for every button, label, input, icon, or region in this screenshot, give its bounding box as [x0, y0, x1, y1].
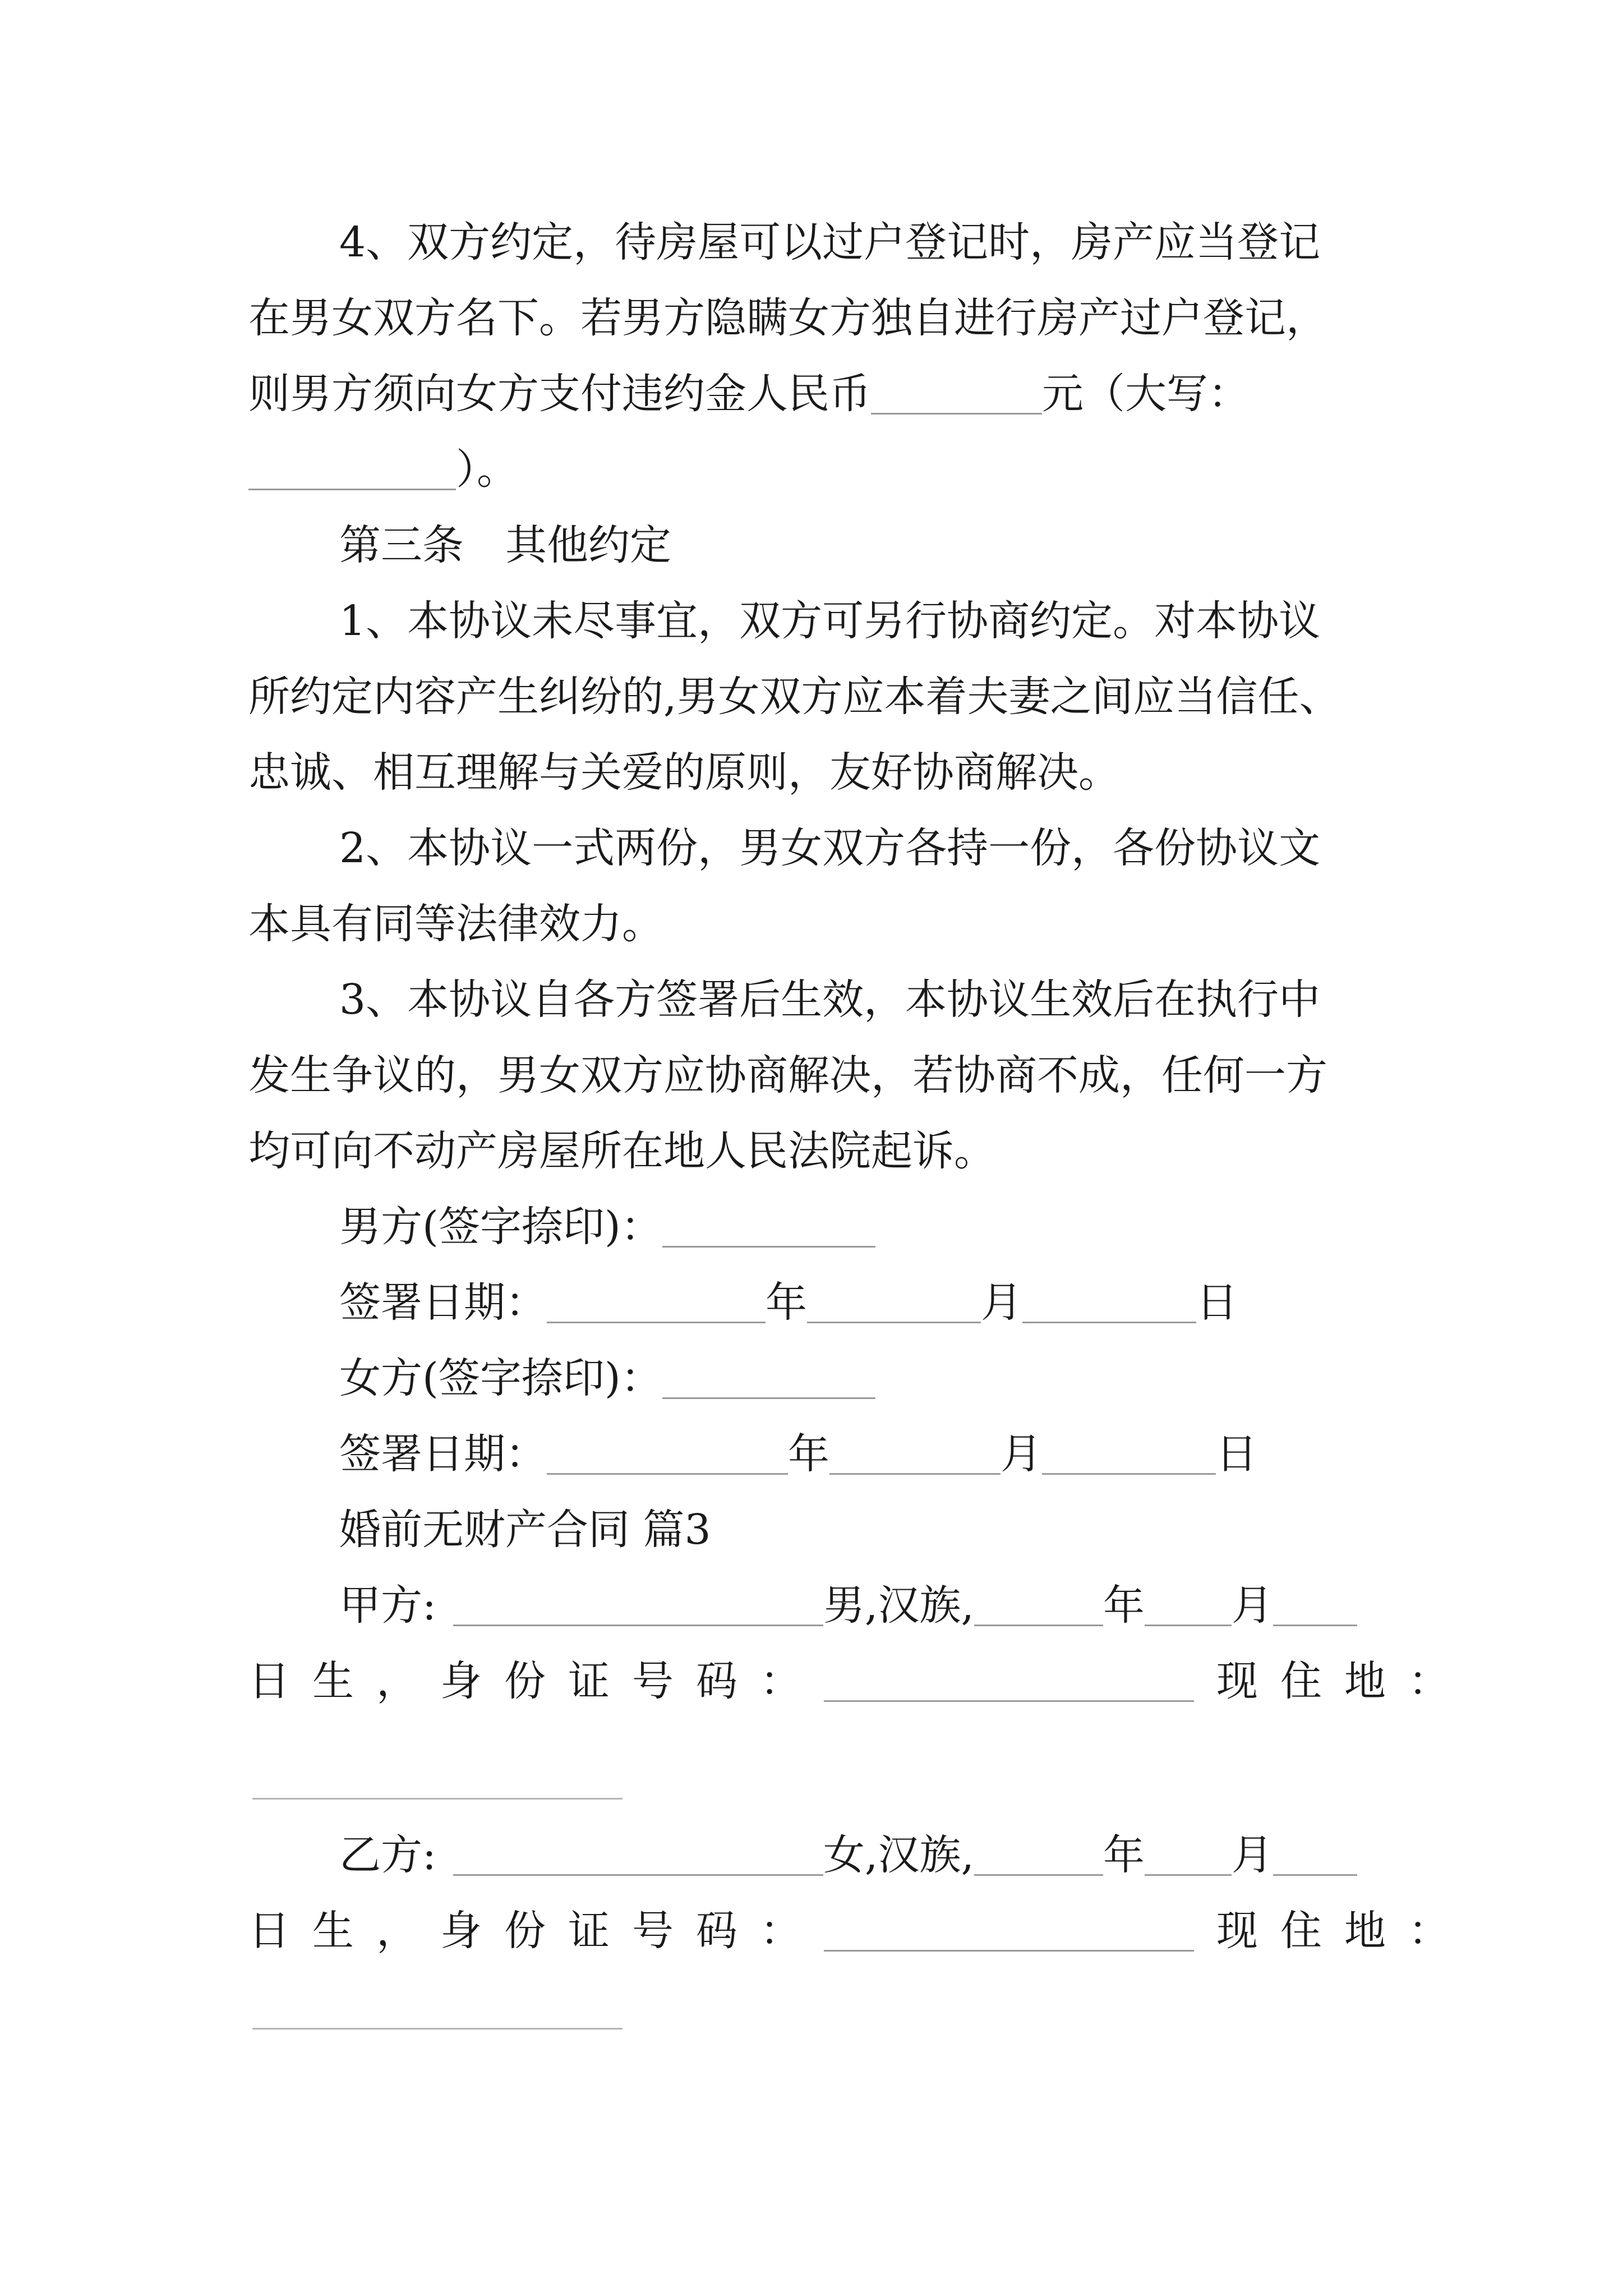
party-a-line [0, 1581, 1623, 1630]
party-a-day-field[interactable] [1273, 1590, 1357, 1626]
year-field[interactable] [547, 1287, 766, 1323]
party-b-id-label: 日生，身份证号码： [248, 1907, 824, 1955]
party-b-year-field[interactable] [974, 1839, 1103, 1876]
clause-text: 均可向不动产房屋所在地人民法院起诉。 [248, 1127, 995, 1175]
clause-heading-text: 第三条 其他约定 [339, 521, 671, 569]
male-signature-label: 男方(签字捺印)： [339, 1203, 662, 1251]
clause-text: 所约定内容产生纠纷的,男女双方应本着夫妻之间应当信任、 [248, 673, 1341, 721]
female-signature-label: 女方(签字捺印)： [339, 1354, 662, 1402]
party-b-line [0, 1831, 1623, 1879]
year-label: 年 [1103, 1581, 1145, 1630]
month-label: 月 [1000, 1430, 1042, 1478]
party-a-month-field[interactable] [1145, 1590, 1232, 1626]
party-b-id-line [0, 1907, 1623, 1955]
clause-text: 本具有同等法律效力。 [248, 900, 663, 948]
party-a-info: 男,汉族, [823, 1581, 974, 1630]
party-a-name-field[interactable] [453, 1590, 823, 1626]
clause-text-line [0, 976, 1623, 1024]
female-signature-line [0, 1354, 1623, 1402]
clause-text-line [0, 218, 1623, 266]
party-a-label: 甲方: [339, 1581, 436, 1630]
sign-date-label: 签署日期： [339, 1278, 547, 1327]
section-title [0, 1506, 1623, 1554]
male-signature-field[interactable] [662, 1211, 875, 1248]
clause-text: 4、双方约定，待房屋可以过户登记时，房产应当登记 [339, 218, 1321, 266]
party-b-address-field[interactable] [252, 2028, 623, 2030]
year-label: 年 [1103, 1831, 1145, 1879]
month-label: 月 [1231, 1831, 1273, 1879]
year-label: 年 [766, 1278, 807, 1327]
party-b-name-field[interactable] [453, 1839, 823, 1876]
party-a-address-field[interactable] [252, 1798, 623, 1800]
sign-date-line [0, 1278, 1623, 1327]
clause-text-line [0, 445, 1623, 494]
clause-text-line [0, 597, 1623, 645]
clause-text: 在男女双方名下。若男方隐瞒女方独自进行房产过户登记， [248, 294, 1327, 342]
party-b-month-field[interactable] [1145, 1839, 1232, 1876]
party-b-day-field[interactable] [1273, 1839, 1357, 1876]
year-field[interactable] [547, 1438, 788, 1475]
clause-text: ）。 [456, 445, 518, 494]
clause-text: 1、本协议未尽事宜，双方可另行协商约定。对本协议 [339, 597, 1321, 645]
month-field[interactable] [807, 1287, 981, 1323]
party-a-address-label: 现住地： [1216, 1657, 1472, 1705]
clause-text: 3、本协议自各方签署后生效，本协议生效后在执行中 [339, 976, 1321, 1024]
clause-text-line [0, 370, 1623, 418]
party-b-info: 女,汉族, [823, 1831, 974, 1879]
month-label: 月 [981, 1278, 1022, 1327]
day-label: 日 [1196, 1278, 1238, 1327]
day-label: 日 [1216, 1430, 1257, 1478]
penalty-amount-words-blank [248, 454, 456, 490]
month-label: 月 [1231, 1581, 1273, 1630]
clause-text: 发生争议的，男女双方应协商解决，若协商不成，任何一方 [248, 1051, 1327, 1099]
party-b-id-field[interactable] [824, 1915, 1194, 1952]
clause-text-line [0, 673, 1623, 721]
year-label: 年 [788, 1430, 829, 1478]
clause-text-line [0, 294, 1623, 342]
month-field[interactable] [829, 1438, 1000, 1475]
clause-text-line [0, 1051, 1623, 1099]
section-title-text: 婚前无财产合同 篇3 [339, 1506, 711, 1554]
penalty-amount-blank [871, 378, 1042, 415]
party-a-id-field[interactable] [824, 1665, 1194, 1702]
clause-text: 2、本协议一式两份，男女双方各持一份，各份协议文 [339, 824, 1321, 872]
clause-text: 则男方须向女方支付违约金人民币 [248, 370, 871, 418]
clause-text-line [0, 900, 1623, 948]
clause-text: 元（大写： [1042, 370, 1249, 418]
party-a-year-field[interactable] [974, 1590, 1103, 1626]
female-signature-field[interactable] [662, 1363, 875, 1399]
party-a-id-label: 日生，身份证号码： [248, 1657, 824, 1705]
party-a-id-line [0, 1657, 1623, 1705]
day-field[interactable] [1042, 1438, 1216, 1475]
clause-text-line [0, 748, 1623, 797]
clause-text-line [0, 824, 1623, 872]
sign-date-line [0, 1430, 1623, 1478]
clause-heading [0, 521, 1623, 569]
party-b-address-label: 现住地： [1216, 1907, 1472, 1955]
clause-text: 忠诚、相互理解与关爱的原则，友好协商解决。 [248, 748, 1120, 797]
day-field[interactable] [1022, 1287, 1196, 1323]
male-signature-line [0, 1203, 1623, 1251]
clause-text-line [0, 1127, 1623, 1175]
party-b-label: 乙方: [339, 1831, 436, 1879]
sign-date-label: 签署日期： [339, 1430, 547, 1478]
